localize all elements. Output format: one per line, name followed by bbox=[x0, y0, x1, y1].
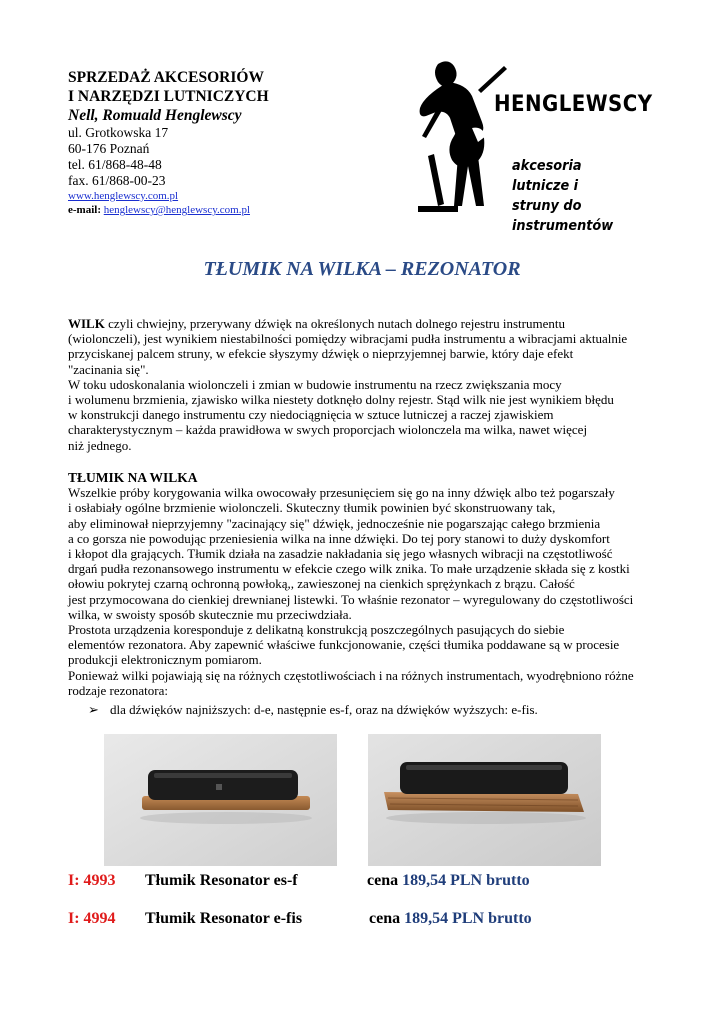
section-line: i kłopot dla grających. Tłumik działa na zasadzie nakładania się jego własnych wibracji na częstotliwość bbox=[68, 546, 613, 562]
price-label: cena bbox=[367, 872, 399, 889]
section-line: jest przymocowana do cienkiej drewnianej listewki. To właśnie rezonator – wyregulowany do częstotliwości bbox=[68, 591, 634, 607]
section-line: Ponieważ wilki pojawiają się na różnych częstotliwościach i na różnych instrumentach, wyodrębniono różne bbox=[68, 667, 634, 683]
bullet-item bbox=[88, 702, 538, 718]
intro-line6: i wolumenu brzmienia, zjawisko wilka niestety dotknęło dolny rejestr. Stąd wilk nie jest wynikiem błędu bbox=[68, 392, 614, 408]
product-code: I: 4993 bbox=[68, 872, 116, 889]
product-code: I: 4994 bbox=[68, 910, 116, 927]
section-heading: TŁUMIK NA WILKA bbox=[68, 470, 198, 485]
city-address: 60-176 Poznań bbox=[68, 141, 150, 156]
logo-tagline-line1: akcesoria lutnicze i bbox=[512, 158, 582, 194]
price-label: cena bbox=[369, 910, 401, 927]
section-line: produkcji elektronicznym pomiarom. bbox=[68, 652, 262, 668]
contact-block bbox=[68, 68, 388, 217]
street-address: ul. Grotkowska 17 bbox=[68, 125, 169, 140]
product-name: Tłumik Resonator e-fis bbox=[145, 910, 303, 927]
intro-line2: (wiolonczeli), jest wynikiem niestabilności pomiędzy wibracjami pudła instrumentu a wibracjami aktualnie bbox=[68, 331, 628, 347]
website-link[interactable]: www.henglewscy.com.pl bbox=[68, 190, 179, 202]
intro-line4: "zacinania się". bbox=[68, 361, 149, 377]
section-line: ołowiu pokrytej czarną ochronną powłoką,, zawieszonej na cienkich sprężynkach z brązu. Całość bbox=[68, 576, 575, 592]
section-line: a co gorsza nie powodując przeniesienia wilka na inne dźwięki. Do tej pory stanowi to duży dyskomfort bbox=[68, 530, 610, 546]
price bbox=[369, 910, 532, 928]
intro-paragraph bbox=[68, 316, 656, 453]
intro-line3: przyciskanej palcem struny, w efekcie słyszymy dźwięk o nieprzyjemnej barwie, który daje efekt bbox=[68, 346, 574, 362]
fax-number: fax. 61/868-00-23 bbox=[68, 173, 166, 188]
section-body bbox=[68, 470, 656, 698]
lead-word: WILK bbox=[68, 316, 105, 331]
section-line: elementów rezonatora. Aby zapewnić właściwe funkcjonowanie, części tłumika poddawane są w procesie bbox=[68, 637, 620, 653]
henglewscy-logo bbox=[408, 56, 653, 234]
document-title: TŁUMIK NA WILKA – REZONATOR bbox=[203, 258, 521, 280]
arrow-bullet-icon: ➢ bbox=[88, 702, 99, 717]
intro-line5: W toku udoskonalania wiolonczeli i zmian w budowie instrumentu na rzecz zwiększania mocy bbox=[68, 376, 562, 392]
logo-brand-name: HENGLEWSCY bbox=[494, 92, 653, 117]
price-amount: 189,54 PLN brutto bbox=[404, 910, 532, 927]
owner-name: Nell, Romuald Henglewscy bbox=[68, 107, 242, 124]
price-amount: 189,54 PLN brutto bbox=[402, 872, 530, 889]
company-name-line2: I NARZĘDZI LUTNICZYCH bbox=[68, 88, 269, 105]
section-line: Prostota urządzenia koresponduje z delikatną konstrukcją poszczególnych pasujących do siebie bbox=[68, 622, 565, 638]
section-line: wilka, w swoisty sposób skutecznie mu przeciwdziała. bbox=[68, 606, 352, 622]
product-name: Tłumik Resonator es-f bbox=[145, 872, 298, 889]
bullet-text: dla dźwięków najniższych: d-e, następnie es-f, oraz na dźwięków wyższych: e-fis. bbox=[110, 702, 538, 717]
cellist-silhouette-icon bbox=[408, 56, 518, 214]
intro-line8: charakterystycznym – każda prawidłowa w swych proporcjach wiolonczela ma wilka, nawet więcej bbox=[68, 422, 588, 438]
resonator-photo-e-fis bbox=[368, 734, 601, 866]
resonator-photo-es-f bbox=[104, 734, 337, 866]
phone-number: tel. 61/868-48-48 bbox=[68, 157, 162, 172]
intro-line7: w konstrukcji danego instrumentu czy niedociągnięcia w sztuce lutniczej a raczej zjawiskiem bbox=[68, 407, 554, 423]
section-line: Wszelkie próby korygowania wilka owocowały przesunięciem się go na inny dźwięk albo też pogarszały bbox=[68, 485, 615, 501]
intro-line9: niż jednego. bbox=[68, 437, 132, 453]
logo-tagline-line2: struny do instrumentów bbox=[512, 198, 614, 234]
section-line: drgań pudła rezonansowego instrumentu w efekcie czego wilk znika. To małe urządzenie składa się z kostki bbox=[68, 561, 630, 577]
price bbox=[367, 872, 530, 890]
section-line: i osłabiały ogólne brzmienie wiolonczeli. Skuteczny tłumik powinien być skonstruowany tak, bbox=[68, 500, 556, 516]
intro-line1: czyli chwiejny, przerywany dźwięk na określonych nutach dolnego rejestru instrumentu bbox=[104, 316, 565, 331]
logo-tagline bbox=[512, 156, 637, 236]
section-line: aby eliminował nieprzyjemny "zacinający się" dźwięk, jednocześnie nie pogarszając całego brzmienia bbox=[68, 515, 601, 531]
email-label: e-mail: bbox=[68, 204, 101, 216]
company-name-line1: SPRZEDAŻ AKCESORIÓW bbox=[68, 69, 264, 86]
section-line: rodzaje rezonatora: bbox=[68, 682, 168, 698]
email-link[interactable]: henglewscy@henglewscy.com.pl bbox=[103, 204, 250, 216]
